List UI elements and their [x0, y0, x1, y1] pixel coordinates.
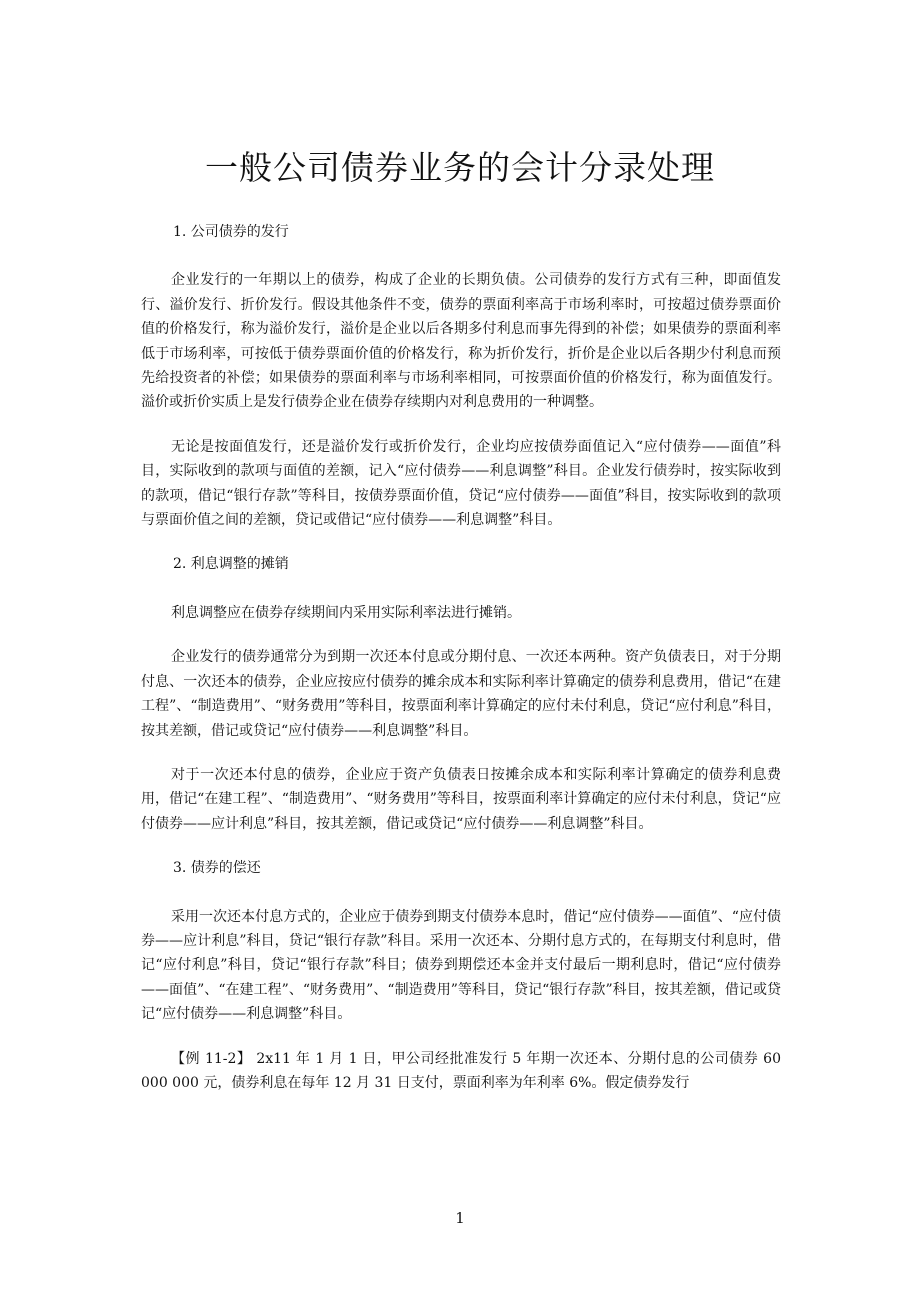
paragraph: 对于一次还本付息的债券，企业应于资产负债表日按摊余成本和实际利率计算确定的债券利息费用，借记“在建工程”、“制造费用”、“财务费用”等科目，按票面利率计算确定的应付未付利息，贷记“应付债券——应计利息”科目，按其差额，借记或贷记“应付债券——利息调整”科目。: [141, 766, 781, 832]
paragraph: 无论是按面值发行，还是溢价发行或折价发行，企业均应按债券面值记入“应付债券——面值”科目，实际收到的款项与面值的差额，记入“应付债券——利息调整”科目。企业发行债券时，按实际收到的款项，借记“银行存款”等科目，按债券票面价值，贷记“应付债券——面值”科目，按实际收到的款项与票面价值之间的差额，贷记或借记“应付债券——利息调整”科目。: [141, 438, 781, 529]
document-title: 一般公司债券业务的会计分录处理: [205, 148, 715, 187]
document-body: [141, 220, 781, 1115]
section-heading: 3. 债券的偿还: [173, 860, 261, 877]
paragraph: 【例 11-2】 2x11 年 1 月 1 日，甲公司经批准发行 5 年期一次还本、分期付息的公司债券 60 000 000 元，债券利息在每年 12 月 31 日支付，票面利率为年利率 6%。假定债券发行: [141, 1050, 781, 1091]
paragraph: 企业发行的一年期以上的债券，构成了企业的长期负债。公司债券的发行方式有三种，即面值发行、溢价发行、折价发行。假设其他条件不变，债券的票面利率高于市场利率时，可按超过债券票面价值的价格发行，称为溢价发行，溢价是企业以后各期多付利息而事先得到的补偿；如果债券的票面利率低于市场利率，可按低于债券票面价值的价格发行，称为折价发行，折价是企业以后各期少付利息而预先给投资者的补偿；如果债券的票面利率与市场利率相同，可按票面价值的价格发行，称为面值发行。溢价或折价实质上是发行债券企业在债券存续期内对利息费用的一种调整。: [141, 272, 781, 411]
paragraph: 企业发行的债券通常分为到期一次还本付息或分期付息、一次还本两种。资产负债表日，对于分期付息、一次还本的债券，企业应按应付债券的摊余成本和实际利率计算确定的债券利息费用，借记“在建工程”、“制造费用”、“财务费用”等科目，按票面利率计算确定的应付未付利息，贷记“应付利息”科目，按其差额，借记或贷记“应付债券——利息调整”科目。: [141, 649, 781, 739]
paragraph: 利息调整应在债券存续期间内采用实际利率法进行摊销。: [171, 604, 521, 621]
page-number: 1: [455, 1209, 465, 1227]
paragraph: 采用一次还本付息方式的，企业应于债券到期支付债券本息时，借记“应付债券——面值”、“应付债券——应计利息”科目，贷记“银行存款”科目。采用一次还本、分期付息方式的，在每期支付利息时，借记“应付利息”科目，贷记“银行存款”科目；债券到期偿还本金并支付最后一期利息时，借记“应付债券——面值”、“在建工程”、“财务费用”、“制造费用”等科目，贷记“银行存款”科目，按其差额，借记或贷记“应付债券——利息调整”科目。: [141, 908, 781, 1023]
section-heading: 2. 利息调整的摊销: [173, 556, 289, 573]
section-heading: 1. 公司债券的发行: [173, 224, 289, 240]
